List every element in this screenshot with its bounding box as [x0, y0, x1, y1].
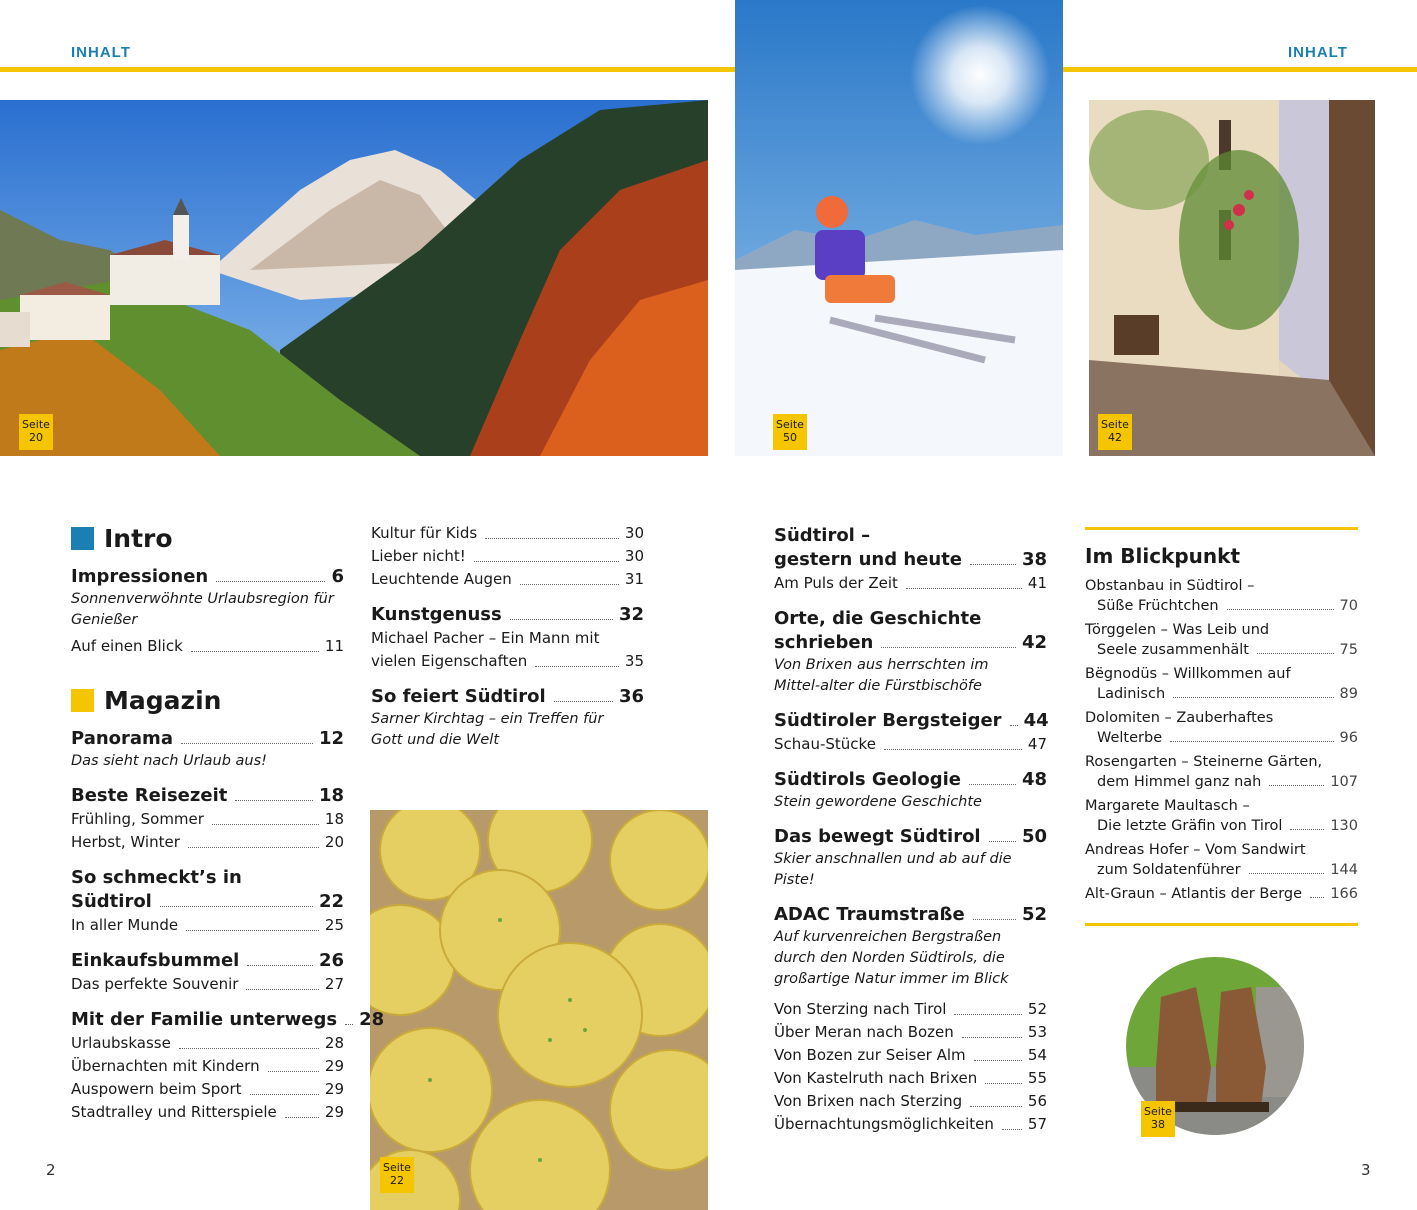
- toc-leader-dots: [247, 965, 313, 966]
- toc-entry-title: Das perfekte Souvenir: [71, 975, 239, 993]
- toc-entry-title: Kultur für Kids: [371, 524, 478, 542]
- toc-entry-page: 41: [1027, 574, 1047, 592]
- toc-entry-line: Dolomiten – Zauberhaftes: [1085, 710, 1274, 726]
- photo-mountain-village: [0, 100, 708, 456]
- toc-entry-page: 36: [618, 686, 644, 707]
- magazin-square-icon: [71, 689, 94, 712]
- toc-leader-dots: [181, 743, 313, 744]
- blickpunkt-rule-top: [1085, 527, 1358, 530]
- toc-entry[interactable]: [774, 709, 1047, 733]
- toc-entry-page: 29: [324, 1057, 344, 1075]
- toc-leader-dots: [954, 1014, 1021, 1015]
- toc-entry-page: 52: [1027, 1000, 1047, 1018]
- toc-entry[interactable]: [71, 635, 344, 658]
- toc-entry[interactable]: [71, 914, 344, 937]
- toc-entry[interactable]: [774, 1113, 1047, 1136]
- toc-entry-page: 42: [1021, 632, 1047, 653]
- toc-entry-title: In aller Munde: [71, 916, 179, 934]
- toc-entry-title: Herbst, Winter: [71, 833, 180, 851]
- toc-entry-page: 27: [324, 975, 344, 993]
- toc-leader-dots: [285, 1117, 319, 1118]
- toc-entry[interactable]: [371, 650, 644, 673]
- page-badge: Seite 50: [773, 414, 807, 450]
- toc-entry[interactable]: [71, 784, 344, 808]
- toc-entry-title: Alt-Graun – Atlantis der Berge: [1085, 886, 1303, 902]
- toc-subtitle: Skier anschnallen und ab auf die Piste!: [774, 851, 1012, 888]
- toc-leader-dots: [216, 581, 325, 582]
- toc-entry-title: Stadtralley und Ritterspiele: [71, 1103, 277, 1121]
- toc-entry-title: ADAC Traumstraße: [774, 904, 965, 925]
- header-right: INHALT: [1288, 44, 1348, 61]
- toc-entry[interactable]: [774, 768, 1047, 792]
- intro-square-icon: [71, 527, 94, 550]
- toc-entry-page: 96: [1339, 730, 1358, 746]
- toc-entry-title: Lieber nicht!: [371, 547, 466, 565]
- toc-heading-line: So schmeckt’s in: [71, 867, 242, 888]
- toc-entry-page: 12: [318, 728, 344, 749]
- toc-entry-title: Von Sterzing nach Tirol: [774, 1000, 947, 1018]
- toc-entry[interactable]: [71, 1032, 344, 1055]
- toc-entry-page: 70: [1339, 598, 1358, 614]
- toc-entry[interactable]: [1085, 576, 1358, 616]
- toc-column-2: [371, 522, 644, 751]
- toc-leader-dots: [1257, 653, 1334, 654]
- toc-entry[interactable]: [1085, 752, 1358, 792]
- page-badge: Seite 20: [19, 414, 53, 450]
- toc-entry-page: 35: [624, 652, 644, 670]
- toc-entry[interactable]: [774, 1067, 1047, 1090]
- toc-entry-line: Obstanbau in Südtirol –: [1085, 578, 1255, 594]
- toc-leader-dots: [235, 800, 313, 801]
- section-intro: Intro: [71, 524, 344, 553]
- toc-entry[interactable]: [71, 1008, 385, 1032]
- toc-leader-dots: [554, 701, 613, 702]
- toc-entry-page: 55: [1027, 1069, 1047, 1087]
- toc-entry[interactable]: [371, 545, 644, 568]
- toc-entry-title: gestern und heute: [774, 549, 963, 570]
- toc-entry-page: 30: [624, 524, 644, 542]
- toc-entry-page: 107: [1330, 774, 1358, 790]
- toc-entry[interactable]: [774, 825, 1047, 849]
- toc-leader-dots: [881, 647, 1016, 648]
- toc-leader-dots: [1310, 897, 1324, 898]
- toc-leader-dots: [1290, 829, 1324, 830]
- toc-entry-page: 29: [324, 1080, 344, 1098]
- toc-leader-dots: [1170, 741, 1333, 742]
- toc-entry-title: Übernachten mit Kindern: [71, 1057, 260, 1075]
- header-rule-left: [0, 67, 735, 72]
- toc-entry-title: Das bewegt Südtirol: [774, 826, 981, 847]
- toc-entry-page: 44: [1023, 710, 1049, 731]
- toc-leader-dots: [884, 749, 1022, 750]
- toc-column-4: [1085, 544, 1358, 904]
- toc-leader-dots: [520, 584, 619, 585]
- toc-entry-page: 28: [324, 1034, 344, 1052]
- toc-entry-title: Schau-Stücke: [774, 735, 876, 753]
- toc-subtitle: Sarner Kirchtag – ein Treffen für Gott und die Welt: [371, 711, 604, 748]
- toc-entry-page: 130: [1330, 818, 1358, 834]
- toc-entry-line: Törggelen – Was Leib und: [1085, 622, 1270, 638]
- toc-entry-title: Übernachtungsmöglichkeiten: [774, 1115, 994, 1133]
- toc-leader-dots: [485, 538, 619, 539]
- toc-leader-dots: [345, 1024, 353, 1025]
- toc-entry-title: So feiert Südtirol: [371, 686, 546, 707]
- toc-entry-page: 25: [324, 916, 344, 934]
- toc-entry-line: Bëgnodüs – Willkommen auf: [1085, 666, 1291, 682]
- toc-entry-title: dem Himmel ganz nah: [1097, 774, 1262, 790]
- toc-entry-page: 20: [324, 833, 344, 851]
- toc-entry[interactable]: [71, 808, 344, 831]
- toc-entry[interactable]: [1085, 796, 1358, 836]
- toc-entry-page: 18: [318, 785, 344, 806]
- toc-entry-page: 11: [324, 637, 344, 655]
- toc-leader-dots: [212, 824, 319, 825]
- toc-entry[interactable]: [71, 890, 344, 914]
- toc-leader-dots: [188, 847, 319, 848]
- toc-leader-dots: [246, 989, 318, 990]
- toc-entry-title: Über Meran nach Bozen: [774, 1023, 954, 1041]
- toc-entry[interactable]: [71, 1078, 344, 1101]
- toc-entry-page: 18: [324, 810, 344, 828]
- toc-entry-title: Urlaubskasse: [71, 1034, 171, 1052]
- toc-entry-page: 89: [1339, 686, 1358, 702]
- toc-leader-dots: [970, 1106, 1022, 1107]
- toc-entry-title: Süße Früchtchen: [1097, 598, 1219, 614]
- toc-entry-page: 22: [318, 891, 344, 912]
- toc-leader-dots: [179, 1048, 319, 1049]
- toc-leader-dots: [160, 906, 313, 907]
- toc-leader-dots: [1249, 873, 1325, 874]
- toc-entry-page: 6: [331, 566, 344, 587]
- toc-entry-title: Von Bozen zur Seiser Alm: [774, 1046, 966, 1064]
- photo-dumplings: [370, 810, 708, 1210]
- toc-entry-page: 144: [1330, 862, 1358, 878]
- toc-entry[interactable]: [71, 1055, 344, 1078]
- toc-subtitle: Michael Pacher – Ein Mann mit: [371, 629, 600, 647]
- toc-entry-page: 31: [624, 570, 644, 588]
- toc-entry-page: 32: [618, 604, 644, 625]
- toc-entry[interactable]: [774, 903, 1047, 927]
- section-magazin: Magazin: [71, 686, 344, 715]
- toc-entry[interactable]: [1085, 708, 1358, 748]
- toc-entry-title: Welterbe: [1097, 730, 1163, 746]
- toc-entry-title: Auspowern beim Sport: [71, 1080, 242, 1098]
- toc-entry-page: 53: [1027, 1023, 1047, 1041]
- toc-entry-title: vielen Eigenschaften: [371, 652, 528, 670]
- toc-entry-page: 52: [1021, 904, 1047, 925]
- toc-leader-dots: [250, 1094, 319, 1095]
- toc-leader-dots: [973, 919, 1016, 920]
- toc-entry[interactable]: [774, 1021, 1047, 1044]
- toc-leader-dots: [969, 784, 1016, 785]
- toc-entry-title: Panorama: [71, 728, 173, 749]
- toc-entry[interactable]: [774, 548, 1047, 572]
- toc-subtitle: Sonnenverwöhnte Urlaubsregion für Genießer: [71, 591, 334, 628]
- page-badge: Seite 22: [380, 1157, 414, 1193]
- toc-leader-dots: [1173, 697, 1333, 698]
- toc-entry[interactable]: [1085, 620, 1358, 660]
- toc-leader-dots: [1002, 1129, 1022, 1130]
- toc-leader-dots: [985, 1083, 1022, 1084]
- toc-entry-title: Von Brixen nach Sterzing: [774, 1092, 963, 1110]
- page-badge: Seite 42: [1098, 414, 1132, 450]
- photo-skier: [735, 0, 1063, 456]
- photo-village-alley: [1089, 100, 1375, 456]
- toc-entry-title: Ladinisch: [1097, 686, 1166, 702]
- toc-entry[interactable]: [71, 1101, 344, 1124]
- toc-entry-page: 38: [1021, 549, 1047, 570]
- toc-entry-title: Kunstgenuss: [371, 604, 502, 625]
- toc-entry-page: 56: [1027, 1092, 1047, 1110]
- page-number-right: 3: [1361, 1161, 1371, 1179]
- toc-subtitle: Auf kurvenreichen Bergstraßen durch den Norden Südtirols, die großartige Natur immer im Blick: [774, 929, 1009, 987]
- toc-entry-page: 28: [359, 1009, 385, 1030]
- toc-entry[interactable]: [371, 568, 644, 591]
- toc-entry[interactable]: [71, 727, 344, 751]
- toc-entry-page: 48: [1021, 769, 1047, 790]
- toc-entry-line: Margarete Maultasch –: [1085, 798, 1250, 814]
- toc-entry[interactable]: [774, 631, 1047, 655]
- toc-entry[interactable]: [71, 949, 344, 973]
- toc-entry-title: zum Soldatenführer: [1097, 862, 1241, 878]
- toc-leader-dots: [962, 1037, 1022, 1038]
- toc-entry-page: 75: [1339, 642, 1358, 658]
- toc-entry-page: 26: [318, 950, 344, 971]
- toc-entry[interactable]: [774, 572, 1047, 595]
- blickpunkt-title: Im Blickpunkt: [1085, 544, 1241, 568]
- toc-entry[interactable]: [774, 733, 1047, 756]
- toc-heading-line: Orte, die Geschichte: [774, 608, 982, 629]
- toc-entry-title: Südtirol: [71, 891, 152, 912]
- toc-entry-title: Seele zusammenhält: [1097, 642, 1249, 658]
- toc-leader-dots: [1269, 785, 1324, 786]
- toc-entry-page: 47: [1027, 735, 1047, 753]
- blickpunkt-rule-bottom: [1085, 923, 1358, 926]
- toc-entry-line: Andreas Hofer – Vom Sandwirt: [1085, 842, 1306, 858]
- toc-entry[interactable]: [371, 522, 644, 545]
- toc-leader-dots: [191, 651, 319, 652]
- toc-entry-title: Leuchtende Augen: [371, 570, 512, 588]
- toc-leader-dots: [474, 561, 619, 562]
- toc-entry-title: Südtiroler Bergsteiger: [774, 710, 1002, 731]
- toc-entry[interactable]: [774, 998, 1047, 1021]
- toc-entry-title: Beste Reisezeit: [71, 785, 228, 806]
- toc-entry[interactable]: [774, 1044, 1047, 1067]
- toc-entry-page: 54: [1027, 1046, 1047, 1064]
- toc-leader-dots: [906, 588, 1022, 589]
- toc-entry-page: 166: [1330, 886, 1358, 902]
- toc-entry[interactable]: [1085, 884, 1358, 904]
- toc-entry-title: Südtirols Geologie: [774, 769, 961, 790]
- toc-entry-title: Auf einen Blick: [71, 637, 183, 655]
- toc-subtitle: Das sieht nach Urlaub aus!: [71, 753, 267, 769]
- toc-leader-dots: [535, 666, 619, 667]
- toc-leader-dots: [974, 1060, 1022, 1061]
- toc-entry-page: 57: [1027, 1115, 1047, 1133]
- toc-column-3: [774, 524, 1047, 1136]
- page-number-left: 2: [46, 1161, 56, 1179]
- toc-entry-page: 50: [1021, 826, 1047, 847]
- toc-leader-dots: [510, 619, 613, 620]
- toc-leader-dots: [268, 1071, 319, 1072]
- toc-entry-title: schrieben: [774, 632, 874, 653]
- toc-column-1: [71, 524, 385, 1124]
- toc-entry-title: Mit der Familie unterwegs: [71, 1009, 338, 1030]
- toc-subtitle: Stein gewordene Geschichte: [774, 794, 982, 810]
- toc-entry-page: 30: [624, 547, 644, 565]
- header-left: INHALT: [71, 44, 131, 61]
- toc-entry[interactable]: [774, 1090, 1047, 1113]
- toc-entry-title: Einkaufsbummel: [71, 950, 240, 971]
- toc-entry-title: Die letzte Gräfin von Tirol: [1097, 818, 1283, 834]
- toc-heading-line: Südtirol –: [774, 525, 871, 546]
- toc-leader-dots: [989, 841, 1016, 842]
- toc-entry-line: Rosengarten – Steinerne Gärten,: [1085, 754, 1323, 770]
- toc-entry[interactable]: [371, 603, 644, 627]
- page-badge: Seite 38: [1141, 1101, 1175, 1137]
- toc-entry[interactable]: [1085, 664, 1358, 704]
- toc-entry-title: Frühling, Sommer: [71, 810, 204, 828]
- toc-leader-dots: [1010, 725, 1018, 726]
- toc-entry-page: 29: [324, 1103, 344, 1121]
- toc-entry[interactable]: [371, 685, 644, 709]
- toc-entry-title: Impressionen: [71, 566, 209, 587]
- toc-entry-title: Am Puls der Zeit: [774, 574, 898, 592]
- toc-entry[interactable]: [71, 565, 344, 589]
- toc-entry-title: Von Kastelruth nach Brixen: [774, 1069, 978, 1087]
- toc-leader-dots: [970, 564, 1016, 565]
- toc-entry[interactable]: [71, 973, 344, 996]
- toc-leader-dots: [186, 930, 319, 931]
- toc-leader-dots: [1227, 609, 1334, 610]
- toc-entry[interactable]: [1085, 840, 1358, 880]
- toc-entry[interactable]: [71, 831, 344, 854]
- header-rule-right: [1063, 67, 1417, 72]
- toc-subtitle: Von Brixen aus herrschten im Mittel-alter die Fürstbischöfe: [774, 657, 989, 694]
